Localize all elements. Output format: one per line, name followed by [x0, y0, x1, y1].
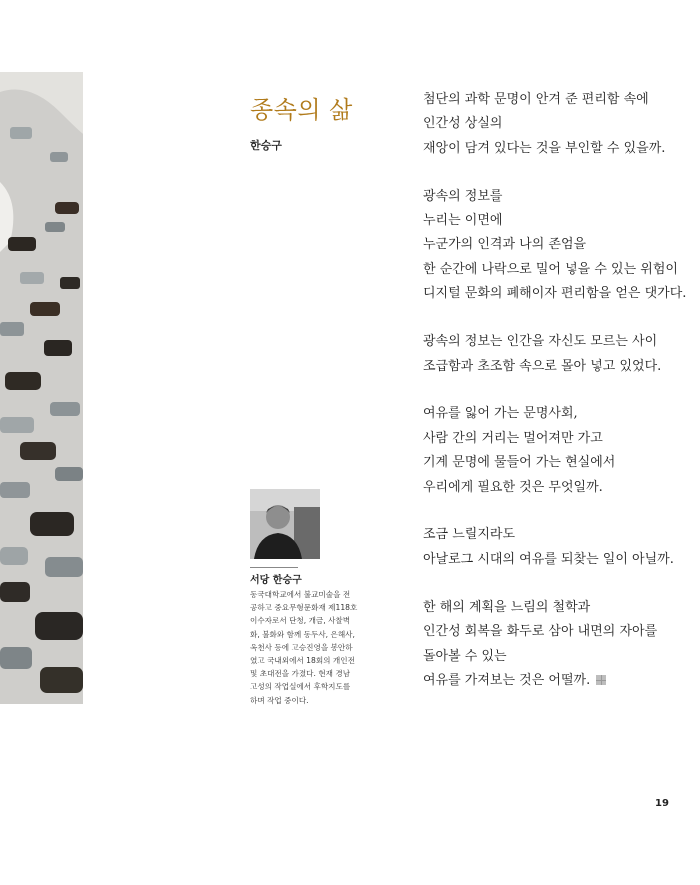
poem-line: 한 순간에 나락으로 밀어 넣을 수 있는 위험이 — [423, 261, 678, 277]
bio-line: 옥천사 등에 고승진영을 봉안하 — [250, 642, 353, 652]
poem-line: 인간성 상실의 — [423, 116, 503, 132]
painting-image — [0, 72, 83, 704]
poem-stanza — [423, 185, 693, 307]
poem-line: 한 해의 계획을 느림의 철학과 — [423, 599, 591, 615]
poem-stanza — [423, 402, 693, 500]
page-number: 19 — [655, 798, 669, 809]
poem-stanza — [423, 330, 693, 379]
bio-line: 였고 국내외에서 18회의 개인전 — [250, 656, 355, 666]
poem-body — [423, 88, 693, 717]
end-square-icon — [596, 675, 606, 685]
bio-line: 고성의 작업실에서 후학지도를 — [250, 682, 351, 692]
bio-line: 화, 불화와 함께 동두사, 은해사, — [250, 629, 355, 639]
poem-line: 누군가의 인격과 나의 존엄을 — [423, 237, 587, 253]
poem-line-last — [423, 669, 693, 693]
poem-line: 돌아볼 수 있는 — [423, 648, 507, 664]
poem-line: 누리는 이면에 — [423, 213, 503, 229]
bio-line: 이수자로서 단청, 개금, 사찰벽 — [250, 616, 351, 626]
poem-stanza — [423, 523, 693, 572]
poem-line: 아날로그 시대의 여유를 되찾는 일이 아닐까. — [423, 551, 674, 567]
poem-line: 여유를 잃어 가는 문명사회, — [423, 406, 578, 422]
poem-line: 첨단의 과학 문명이 안겨 준 편리함 속에 — [423, 92, 649, 107]
poem-line: 광속의 정보는 인간을 자신도 모르는 사이 — [423, 334, 658, 350]
bio-line: 공하고 중요무형문화재 제118호 — [250, 603, 358, 613]
poem-line: 기계 문명에 물들어 가는 현실에서 — [423, 455, 616, 471]
portrait-art — [250, 489, 320, 559]
poem-line: 디지털 문화의 폐해이자 편리함을 얻은 댓가다. — [423, 286, 687, 302]
bio-line: 및 초대전을 가졌다. 현재 경남 — [250, 669, 351, 679]
article-author: 한승구 — [250, 139, 282, 152]
bio-divider — [250, 567, 298, 568]
poem-line: 우리에게 필요한 것은 무엇일까. — [423, 479, 603, 495]
poem-line-text: 여유를 가져보는 것은 어떨까. — [423, 672, 591, 688]
poem-line: 조금 느릴지라도 — [423, 527, 516, 543]
author-portrait-image — [250, 489, 320, 559]
poem-line: 인간성 회복을 화두로 삼아 내면의 자아를 — [423, 624, 658, 640]
poem-line: 사람 간의 거리는 멀어져만 가고 — [423, 430, 603, 446]
poem-line: 광속의 정보를 — [423, 188, 503, 204]
bio-line: 동국대학교에서 불교미술을 전 — [250, 590, 351, 599]
poem-line: 재앙이 담겨 있다는 것을 부인할 수 있을까. — [423, 140, 666, 156]
profile-bio — [250, 588, 372, 707]
painting-art — [0, 72, 83, 704]
article-title: 종속의 삶 — [250, 96, 353, 124]
poem-stanza — [423, 88, 693, 161]
poem-line: 조급함과 초조함 속으로 몰아 넣고 있었다. — [423, 358, 662, 374]
poem-stanza — [423, 596, 693, 694]
profile-name: 서당 한승구 — [250, 575, 302, 586]
bio-line: 하며 작업 중이다. — [250, 695, 309, 705]
